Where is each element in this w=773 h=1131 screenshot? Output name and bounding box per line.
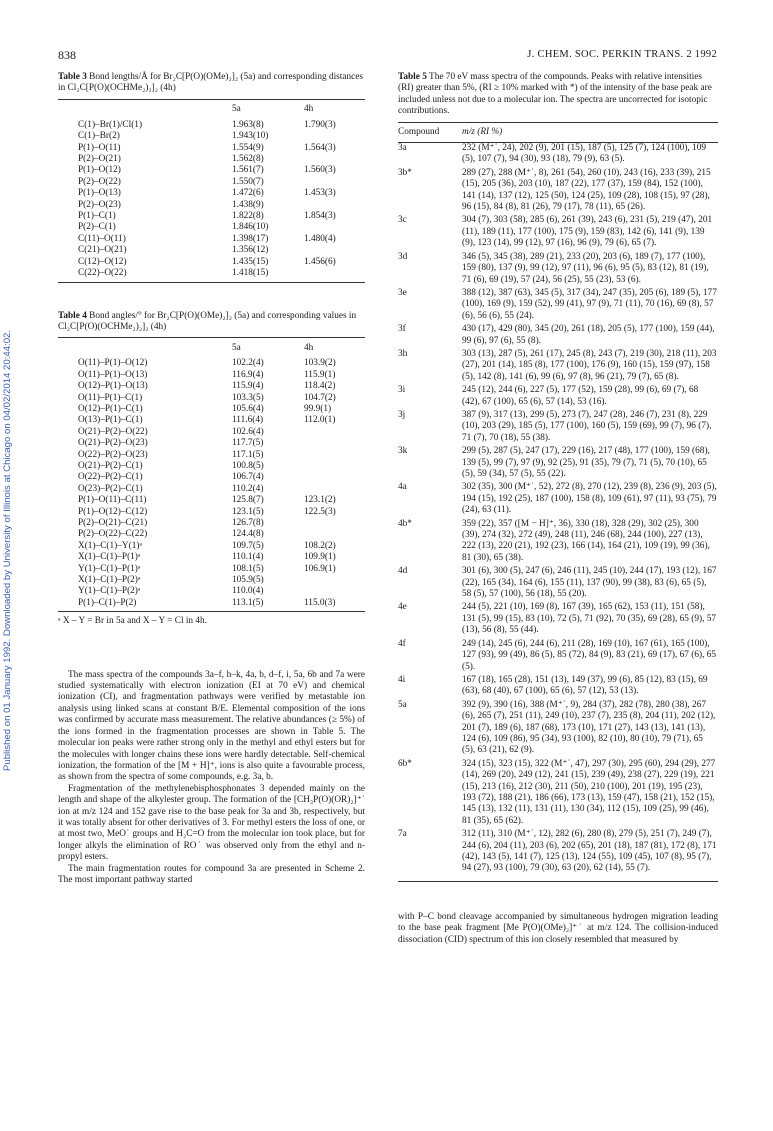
table4-value-5a: 110.2(4) [232,483,264,494]
table5-row [398,168,718,216]
table5-spectrum: 387 (9), 317 (13), 299 (5), 273 (7), 247 (28), 246 (7), 231 (8), 229 (10), 203 (29), 185 (5), 177 (100), 160 (5), 159 (69), 99 (7), 96 (7), 71 (7), 70 (18), 55 (38). [462,409,712,443]
table4-row [58,404,365,415]
table5-spectrum: 167 (18), 165 (28), 151 (13), 149 (37), 99 (6), 85 (12), 83 (15), 69 (63), 68 (40), 67 (100), 65 (6), 57 (12), 53 (13). [462,674,708,697]
table5-spectrum: 245 (12), 244 (6), 227 (5), 177 (52), 159 (28), 99 (6), 69 (7), 68 (42), 67 (100), 65 (6), 57 (14), 53 (16). [462,385,699,407]
table4-value-4h [300,472,365,483]
table4-label: O(12)–P(1)–C(1) [78,403,143,414]
table4-value-4h: 99.9(1) [304,403,332,414]
table5-spectrum: 312 (11), 310 (M⁺˙, 12), 282 (6), 280 (8), 279 (5), 251 (7), 249 (7), 244 (6), 204 (11), 203 (6), 202 (65), 201 (18), 187 (81), 172 (8), 171 (42), 143 (5), 141 (7), 125 (13), 124 (55), 109 (45), 107 (8), 95 (7), 94 (27), 93 (100), 79 (30), 63 (20), 62 (14), 55 (7). [462,829,717,874]
table5-row [398,288,718,324]
table4-value-4h: 115.9(1) [304,369,336,380]
table4-label: O(11)–P(1)–O(13) [78,369,148,380]
table3-value-5a: 1.554(9) [232,142,264,153]
table3-value-4h: 1.480(4) [304,233,336,244]
table4-value-5a: 103.3(5) [232,392,264,403]
table5-compound: 4d [398,566,408,577]
table3-label: C(22)–O(22) [78,268,127,279]
table5-row [398,639,718,675]
table5-table [398,123,718,877]
table5-compound: 3k [398,446,408,457]
table3-value-5a: 1.963(8) [232,119,264,130]
table3-row [58,188,365,199]
table5-compound: 3f [398,324,406,335]
table4-label: O(13)–P(1)–C(1) [78,415,143,426]
table3-value-5a: 1.356(12) [232,245,269,256]
table5-spectrum: 299 (5), 287 (5), 247 (17), 229 (16), 217 (48), 177 (100), 159 (68), 139 (5), 99 (7), 97 (9), 92 (25), 91 (35), 79 (7), 71 (5), 70 (10), 65 (5), 59 (34), 57 (5), 55 (22). [462,446,710,479]
table5-spectrum: 249 (14), 245 (6), 244 (6), 211 (28), 169 (10), 167 (61), 165 (100), 127 (93), 99 (49), 86 (5), 85 (72), 84 (9), 83 (21), 69 (17), 67 (6), 65 (5). [462,638,717,672]
table4-row [58,598,365,609]
table3-value-4h [300,268,365,279]
table4-label: P(2)–O(21)–C(21) [78,518,148,528]
table3-col2-header: 4h [304,104,314,115]
table3 [58,72,365,283]
publication-sidebar [2,80,14,1020]
table4-value-4h [300,586,365,597]
table3-value-5a: 1.561(7) [232,165,264,176]
table4-value-4h [300,518,365,529]
table3-row [58,211,365,222]
table4-value-4h: 123.1(2) [304,495,336,506]
table5-compound: 3c [398,215,407,226]
table4-bottom-rule [58,611,365,612]
table4-label: O(22)–P(2)–C(1) [78,472,143,483]
table5-compound: 7a [398,829,407,840]
table5 [398,72,718,882]
table5-row [398,482,718,518]
table5-compound: 3d [398,251,408,262]
table4-value-5a: 117.7(5) [232,438,264,449]
table5-compound: 3e [398,287,407,298]
table3-label: C(1)–Br(2) [78,131,120,142]
table4-value-5a: 113.1(5) [232,597,264,608]
table3-row [58,222,365,233]
table4-value-5a: 105.6(4) [232,403,264,414]
table3-value-4h: 1.453(3) [304,188,336,199]
table4-value-5a: 126.7(8) [232,518,264,528]
table3-label: P(1)–O(13) [78,188,121,199]
table4-value-5a: 102.2(4) [232,358,264,369]
table4-row [58,507,365,518]
table4-row [58,415,365,426]
table4-value-4h: 118.4(2) [304,381,336,392]
table5-caption [398,72,718,118]
table4-value-4h [300,438,365,449]
table5-col1-header: Compound [398,126,440,137]
left-column [58,72,365,886]
table5-row [398,700,718,759]
table3-label: P(1)–C(1) [78,211,116,222]
table4-row [58,575,365,586]
table4-value-4h [300,450,365,461]
table3-label: P(2)–O(22) [78,176,121,187]
table3-value-5a: 1.398(17) [232,233,269,244]
table5-spectrum: 346 (5), 345 (38), 289 (21), 233 (20), 203 (6), 189 (7), 177 (100), 159 (80), 137 (9), 99 (12), 97 (11), 96 (6), 95 (5), 83 (12), 81 (19), 71 (6), 69 (19), 57 (24), 56 (25), 55 (23), 53 (6). [462,251,709,285]
table5-spectrum: 304 (7), 303 (58), 285 (6), 261 (39), 243 (6), 231 (5), 219 (47), 201 (11), 189 (11), 177 (100), 175 (9), 159 (83), 142 (6), 141 (9), 139 (9), 123 (14), 99 (12), 97 (16), 96 (9), 79 (6), 65 (7). [462,215,713,249]
table3-value-4h [300,200,365,211]
table5-compound: 3j [398,409,406,420]
table4-value-5a: 125.8(7) [232,495,264,506]
table4-row [58,461,365,472]
table5-spectrum: 359 (22), 357 ([M − H]⁺, 36), 330 (18), 328 (29), 302 (25), 300 (39), 274 (32), 272 (49), 248 (11), 246 (68), 244 (100), 227 (13), 222 (13), 220 (21), 192 (23), 166 (14), 164 (21), 109 (19), 99 (36), 81 (30), 65 (38). [462,518,710,563]
table3-label: C(1)–Br(1)/Cl(1) [78,119,143,130]
table4-value-5a: 105.9(5) [232,575,264,586]
table3-value-4h: 1.456(6) [304,256,336,267]
table3-value-4h [300,131,365,142]
table3-label: P(2)–O(23) [78,199,121,210]
table4-caption [58,311,365,334]
table5-caption-text: The 70 eV mass spectra of the compounds. Peaks with relative intensities (RI) greater than 5%, (RI ≥ 10% marked with *) of the intensity of the base peak are included unless not due to a molecular ion. The spectra are uncorrected for isotopic contributions. [398,72,712,117]
table5-col2-header: m/z (RI %) [462,126,503,137]
table5-compound: 4e [398,602,407,613]
table3-row [58,154,365,165]
table5-row [398,446,718,482]
table5-compound: 5a [398,699,407,710]
table4-row [58,427,365,438]
table3-value-4h [300,245,365,256]
table3-header-row [58,100,365,120]
table4-row [58,529,365,540]
table3-row [58,131,365,142]
table4-caption-text: Bond angles/° for Br₂C[P(O)(OMe)₂]₂ (5a) and corresponding values in Cl₂C[P(O)(OCHMe₂)₂]₂ (4h) [58,310,357,332]
table4-label: X(1)–C(1)–Y(1)ᵃ [78,540,142,551]
table4-row [58,358,365,369]
table3-value-4h [300,154,365,165]
table4-row [58,393,365,404]
journal-header: J. CHEM. SOC. PERKIN TRANS. 2 1992 [527,49,717,60]
table4-value-4h: 108.2(2) [304,540,336,551]
table4-value-5a: 110.0(4) [232,586,264,597]
table5-spectrum: 301 (6), 300 (5), 247 (6), 246 (11), 245 (10), 244 (17), 193 (12), 167 (22), 165 (34), 164 (6), 155 (11), 137 (90), 99 (38), 83 (6), 65 (5), 58 (5), 57 (100), 56 (18), 55 (20). [462,566,717,600]
table3-label: C(11)–O(11) [78,233,126,244]
table4-col2-header: 4h [304,342,314,353]
table5-row [398,215,718,251]
table3-label: P(1)–O(12) [78,165,121,176]
table4-row [58,586,365,597]
table5-row [398,519,718,567]
table5-row [398,385,718,410]
table4-value-4h: 115.0(3) [304,597,336,608]
table5-compound: 4f [398,638,406,649]
table4 [58,311,365,628]
table3-row [58,120,365,131]
table3-caption-label: Table 3 [58,72,87,82]
table3-row [58,177,365,188]
table4-label: P(2)–O(22)–C(22) [78,529,148,540]
table3-value-4h: 1.560(3) [304,165,336,176]
table4-label: O(11)–P(1)–C(1) [78,392,143,403]
table5-compound: 4i [398,674,406,685]
table4-value-5a: 117.1(5) [232,449,264,460]
table5-compound: 3h [398,348,408,359]
table4-value-4h [300,461,365,472]
table3-bottom-rule [58,282,365,283]
table4-value-4h [300,575,365,586]
table4-row [58,438,365,449]
table4-value-5a: 106.7(4) [232,472,264,483]
table4-value-4h [300,427,365,438]
table4-label: O(22)–P(2)–O(23) [78,449,148,460]
table4-row [58,381,365,392]
table5-spectrum: 232 (M⁺˙, 24), 202 (9), 201 (15), 187 (5), 125 (7), 124 (100), 109 (5), 107 (7), 94 (30), 93 (18), 79 (9), 63 (5). [462,143,707,165]
table4-label: O(21)–P(2)–C(1) [78,460,143,471]
paragraph-2: Fragmentation of the methylenebisphosphonates 3 depended mainly on the length and shape of the alkylester group. The formation of the [CH₃P(O)(OR)₂]⁺˙ ion at m/z 124 and 152 gave rise to the base peak for 3a and 3b, respectively, but it was totally absent for other derivatives of 3. For methyl esters the loss of one, or at most two, MeO˙ groups and H₂C=O from the molecular ion took place, but for longer alkyls the elimination of RO˙ was observed only from the ethyl and n-propyl esters. [58,783,365,863]
sidebar-text: Published on 01 January 1992. Downloaded by University of Illinois at Chicago on 04/02/2014 20:44:02. [2,329,14,771]
table4-col1-header: 5a [232,342,241,353]
table4-value-5a: 116.9(4) [232,369,264,380]
paragraph-3: The main fragmentation routes for compound 3a are presented in Scheme 2. The most important pathway started [58,863,365,885]
table4-row [58,541,365,552]
table3-row [58,143,365,154]
table3-row [58,200,365,211]
right-column [398,72,718,946]
table4-row [58,472,365,483]
table4-value-5a: 110.1(4) [232,552,264,563]
table3-caption [58,72,365,95]
table3-value-4h: 1.854(3) [304,211,336,222]
table3-row [58,257,365,268]
body-text-left [58,670,365,887]
table4-value-4h: 104.7(2) [304,392,336,403]
table4-label: O(11)–P(1)–O(12) [78,358,148,369]
table4-row [58,484,365,495]
table3-value-4h [300,222,365,233]
table5-compound: 4b* [398,518,412,529]
table3-row [58,165,365,176]
table4-value-4h: 109.9(1) [304,552,336,563]
table5-compound: 3i [398,385,406,396]
table5-spectrum: 302 (35), 300 (M⁺˙, 52), 272 (8), 270 (12), 239 (8), 236 (9), 203 (5), 194 (15), 192 (25), 187 (100), 158 (8), 109 (61), 97 (11), 93 (75), 79 (24), 63 (11). [462,482,717,516]
table5-caption-label: Table 5 [398,72,427,82]
table3-value-5a: 1.472(6) [232,188,264,199]
table3-value-5a: 1.438(9) [232,199,264,210]
table5-row [398,829,718,877]
table3-label: P(1)–O(11) [78,142,121,153]
table4-label: X(1)–C(1)–P(1)ᵃ [78,552,141,563]
table4-value-5a: 109.7(5) [232,540,264,551]
table4-row [58,564,365,575]
table4-value-5a: 102.6(4) [232,426,264,437]
table4-row [58,552,365,563]
table4-value-4h: 122.5(3) [304,506,336,517]
table3-table [58,100,365,280]
table3-value-5a: 1.562(8) [232,154,264,165]
table5-spectrum: 303 (13), 287 (5), 261 (17), 245 (8), 243 (7), 219 (30), 218 (11), 203 (27), 201 (14), 185 (8), 177 (100), 176 (9), 160 (15), 159 (97), 158 (5), 142 (8), 141 (6), 99 (6), 97 (8), 96 (21), 79 (7), 65 (8). [462,348,717,382]
table4-row [58,450,365,461]
table4-value-5a: 100.8(5) [232,460,264,471]
table4-label: P(1)–O(12)–C(12) [78,506,148,517]
table4-label: O(21)–P(2)–O(22) [78,426,148,437]
table4-value-5a: 111.6(4) [232,415,264,426]
table3-value-4h: 1.564(3) [304,142,336,153]
page-number: 838 [58,48,76,62]
table5-spectrum: 244 (5), 221 (10), 169 (8), 167 (39), 165 (62), 153 (11), 151 (58), 131 (5), 99 (15), 83 (10), 72 (5), 71 (92), 70 (35), 69 (28), 65 (9), 57 (13), 56 (8), 55 (44). [462,602,717,636]
table3-value-4h: 1.790(3) [304,119,336,130]
table4-footnote: ᵃ X – Y = Br in 5a and X – Y = Cl in 4h. [58,616,208,627]
table5-spectrum: 289 (27), 288 (M⁺˙, 8), 261 (54), 260 (10), 243 (16), 233 (39), 215 (15), 205 (36), 203 (10), 187 (22), 177 (37), 159 (84), 152 (100), 141 (14), 137 (12), 125 (50), 124 (25), 109 (28), 108 (15), 97 (28), 96 (15), 84 (8), 81 (26), 79 (17), 78 (11), 65 (26). [462,167,711,213]
table4-value-4h: 112.0(1) [304,415,336,426]
table5-spectrum: 388 (12), 387 (63), 345 (5), 317 (34), 247 (35), 205 (6), 189 (5), 177 (100), 169 (9), 159 (52), 99 (41), 97 (9), 71 (11), 70 (16), 69 (8), 57 (6), 56 (6), 55 (24). [462,287,717,321]
table5-row [398,566,718,602]
table4-label: P(1)–C(1)–P(2) [78,597,137,608]
body-text-right: with P–C bond cleavage accompanied by simultaneous hydrogen migration leading to the base peak fragment [Me P(O)(OMe)₂]⁺˙ at m/z 124. The collision-induced dissociation (CID) spectrum of this ion closely resembled that measured by [398,911,718,945]
table4-label: O(12)–P(1)–O(13) [78,381,148,392]
table3-label: C(12)–O(12) [78,256,127,267]
table5-compound: 6b* [398,758,412,769]
table4-label: X(1)–C(1)–P(2)ᵃ [78,575,141,586]
table4-value-5a: 108.1(5) [232,563,264,574]
table3-value-5a: 1.822(8) [232,211,264,222]
table5-compound: 3b* [398,167,412,178]
table5-row [398,324,718,349]
table5-spectrum: 324 (15), 323 (15), 322 (M⁺˙, 47), 297 (30), 295 (60), 294 (29), 277 (14), 269 (20), 249 (12), 241 (15), 239 (49), 238 (27), 229 (19), 221 (15), 213 (16), 212 (30), 211 (50), 210 (100), 201 (19), 195 (23), 193 (72), 188 (21), 186 (66), 173 (13), 159 (47), 158 (21), 152 (15), 145 (13), 132 (11), 131 (11), 130 (34), 112 (15), 109 (25), 99 (46), 81 (35), 65 (62). [462,758,716,826]
table4-value-5a: 123.1(5) [232,506,264,517]
table4-value-5a: 124.4(8) [232,529,264,540]
table4-table [58,338,365,609]
table3-label: C(21)–O(21) [78,245,127,256]
table4-header-row [58,338,365,358]
table4-value-4h: 103.9(2) [304,358,336,369]
table5-compound: 3a [398,143,407,154]
table5-spectrum: 392 (9), 390 (16), 388 (M⁺˙, 9), 284 (37), 282 (78), 280 (38), 267 (6), 265 (7), 251 (11), 249 (10), 237 (7), 235 (8), 204 (11), 202 (12), 201 (7), 189 (6), 187 (68), 173 (10), 171 (27), 143 (13), 141 (13), 124 (6), 109 (86), 95 (34), 93 (100), 82 (10), 80 (10), 79 (71), 65 (5), 63 (21), 62 (9). [462,699,716,756]
table5-bottom-rule [398,881,718,882]
table4-row [58,518,365,529]
table4-row [58,495,365,506]
table5-row [398,349,718,385]
table3-value-5a: 1.550(7) [232,176,264,187]
table4-label: P(1)–O(11)–C(11) [78,495,147,506]
table5-row [398,602,718,638]
table5-row [398,759,718,829]
table3-value-4h [300,177,365,188]
paragraph-1: The mass spectra of the compounds 3a–f, h–k, 4a, b, d–f, i, 5a, 6b and 7a were studied systematically with electron ionization (EI at 70 eV) and chemical ionization (CI), and fragmentation pathways were verified by metastable ion analysis using linked scans at constant B/E. Elemental composition of the ions was confirmed by accurate mass measurement. The relative abundances (≥ 5%) of the ions formed in the fragmentation processes are shown in Table 5. The molecular ion peaks were rather strong only in the methyl and ethyl esters but for the molecules with longer chains these ions were hardly detectable. Self-chemical ionization, the formation of the [M + H]⁺, ions is also quite a favourable process, as shown from the spectra of some compounds, e.g. 3a, b. [58,669,365,783]
table3-label: P(2)–C(1) [78,222,116,233]
table5-row [398,252,718,288]
table4-label: O(21)–P(2)–O(23) [78,438,148,449]
table3-label: P(2)–O(21) [78,154,121,165]
table5-row [398,410,718,446]
table3-row [58,268,365,279]
table4-caption-label: Table 4 [58,310,87,321]
table3-value-5a: 1.418(15) [232,268,269,279]
table3-value-5a: 1.943(10) [232,131,269,142]
table4-value-4h [300,529,365,540]
table4-row [58,370,365,381]
table3-row [58,245,365,256]
table3-caption-text: Bond lengths/Å for Br₂C[P(O)(OMe)₂]₂ (5a) and corresponding distances in Cl₂C[P(O)(OCHMe₂)₂]₂ (4h) [58,72,364,94]
table4-label: Y(1)–C(1)–P(2)ᵃ [78,586,141,597]
table3-row [58,234,365,245]
table4-value-4h [300,484,365,495]
table5-spectrum: 430 (17), 429 (80), 345 (20), 261 (18), 205 (5), 177 (100), 159 (44), 99 (6), 97 (6), 55 (8). [462,324,715,346]
table4-value-5a: 115.9(4) [232,381,264,392]
table4-value-4h: 106.9(1) [304,563,336,574]
table5-row [398,675,718,700]
table3-value-5a: 1.435(15) [232,256,269,267]
table3-col1-header: 5a [232,104,241,115]
table4-label: Y(1)–C(1)–P(1)ᵃ [78,563,141,574]
table3-value-5a: 1.846(10) [232,222,269,233]
table5-header-row [398,123,718,142]
table4-label: O(23)–P(2)–C(1) [78,483,143,494]
table5-compound: 4a [398,482,407,493]
table5-row [398,143,718,168]
